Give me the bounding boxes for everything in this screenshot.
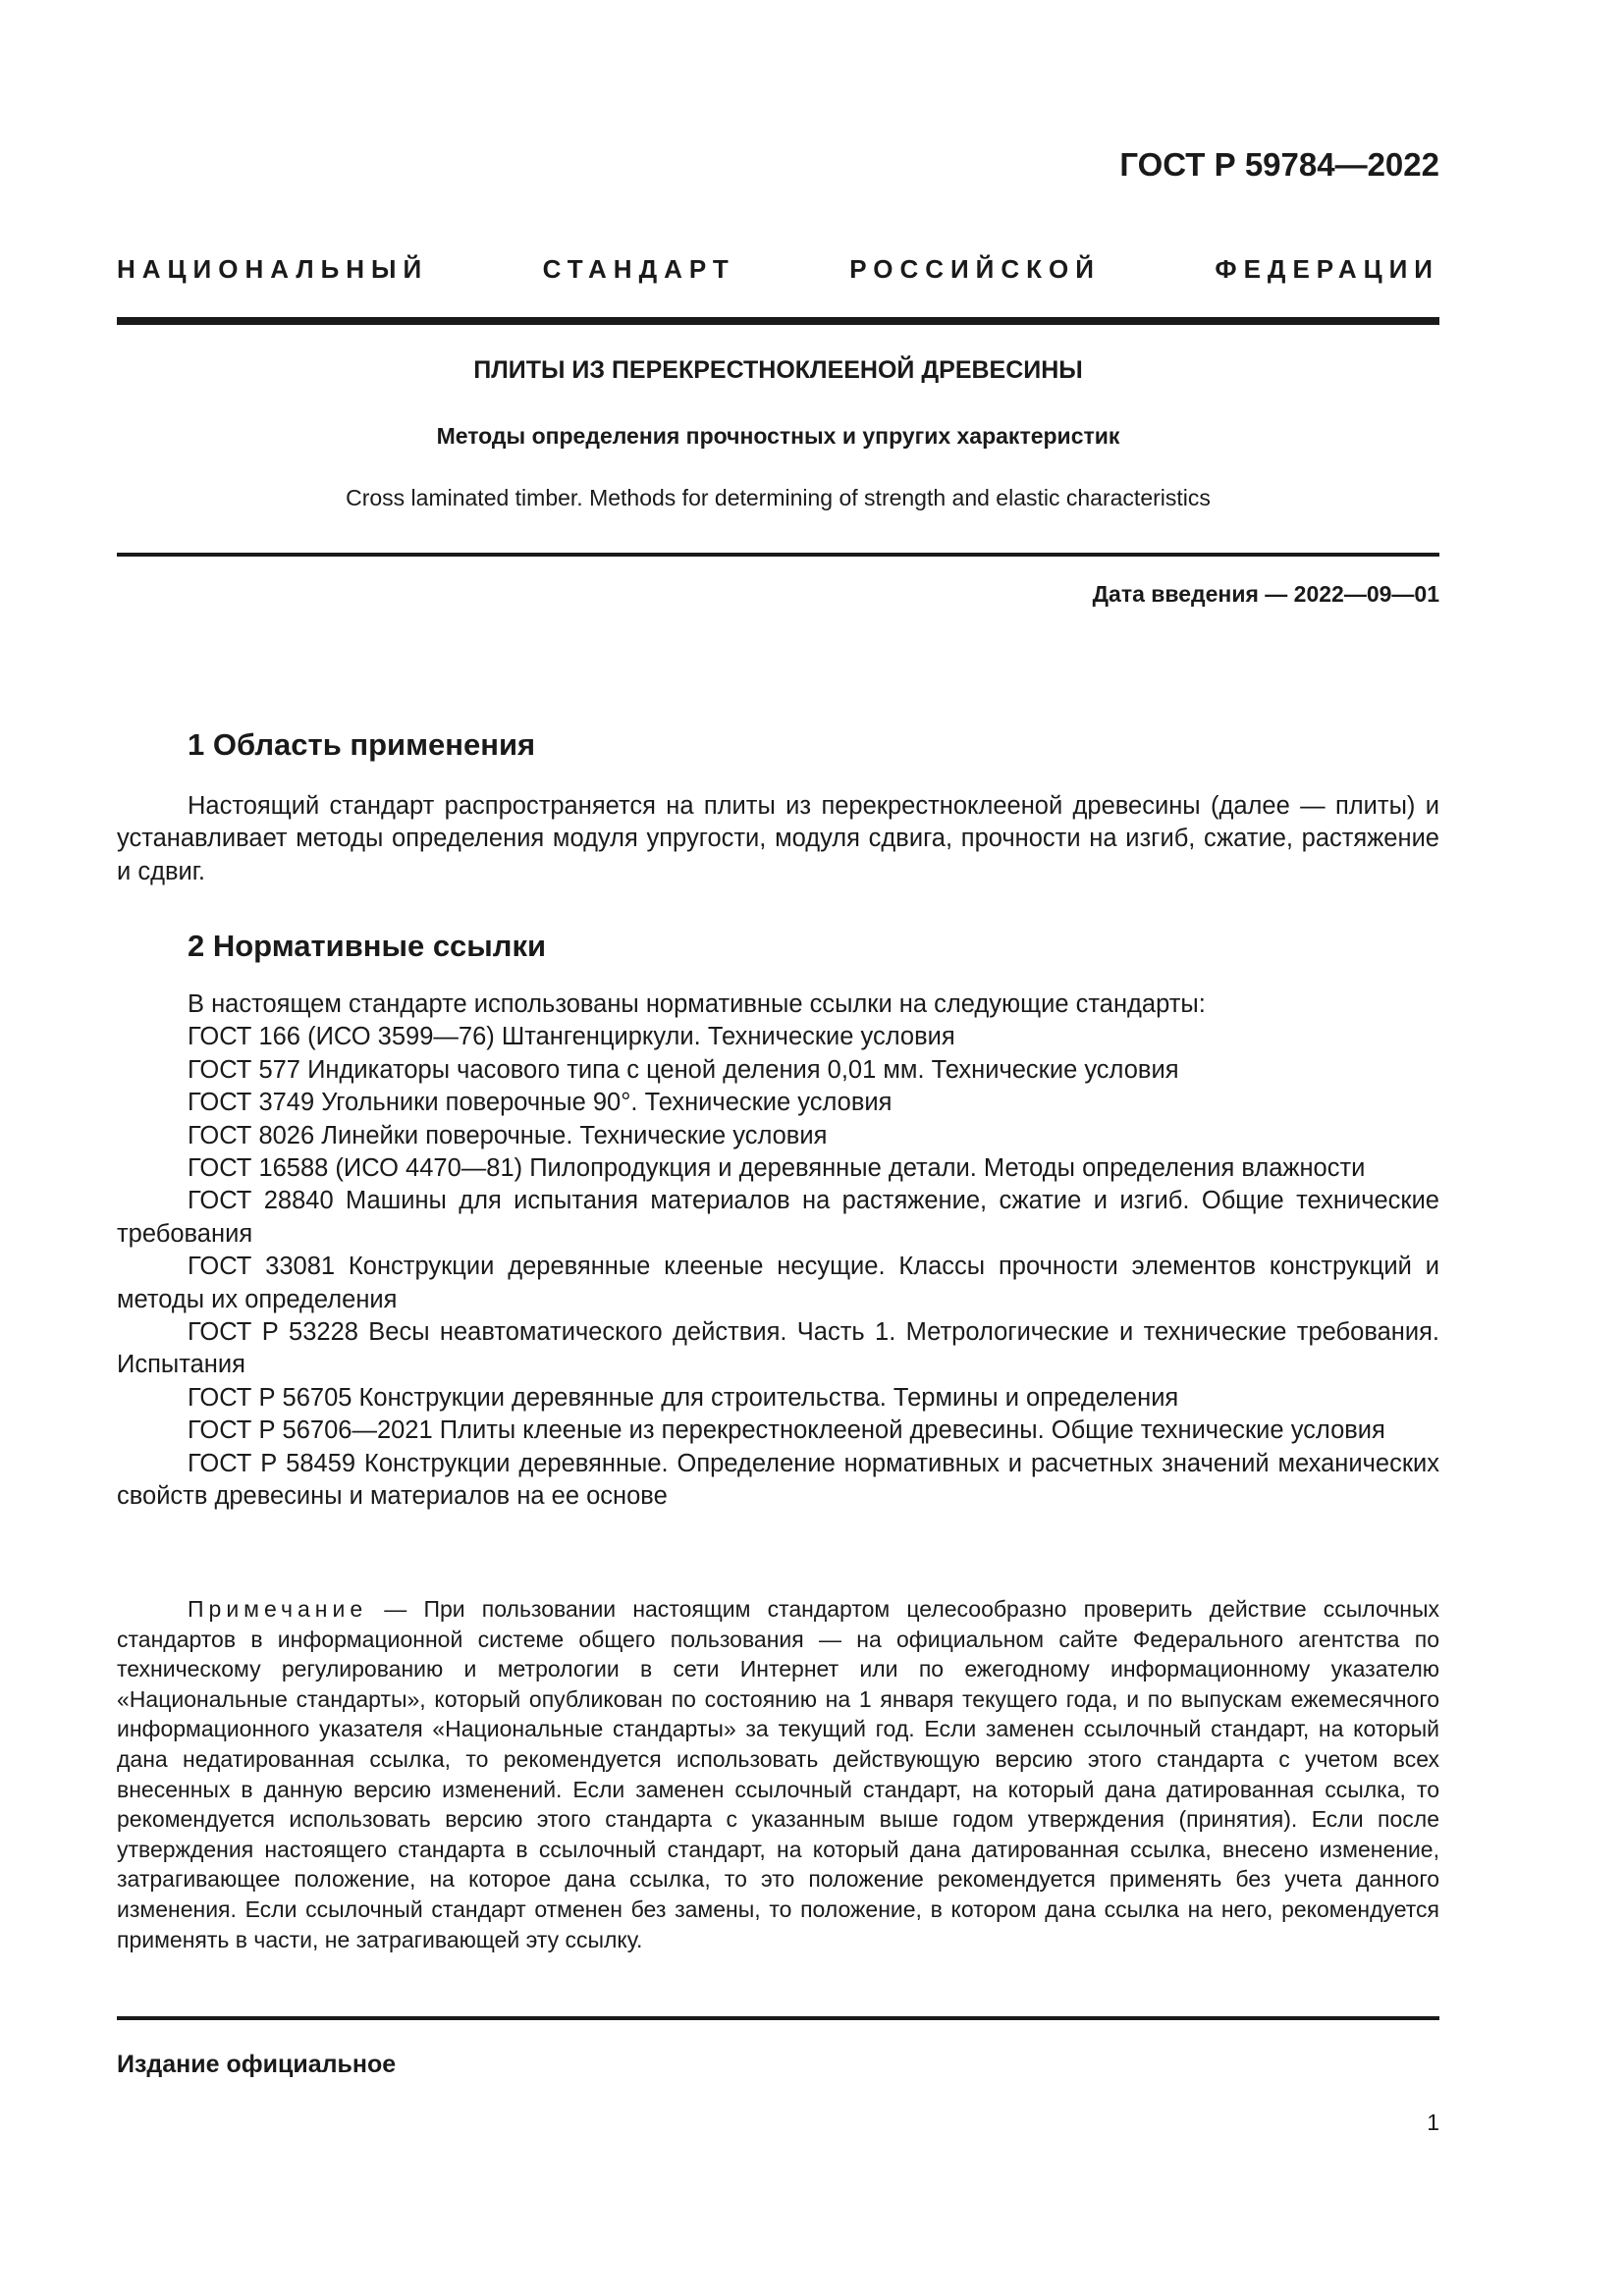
reference-item: ГОСТ 16588 (ИСО 4470—81) Пилопродукция и деревянные детали. Методы определения влажности: [188, 1154, 1366, 1183]
introduction-date: Дата введения — 2022—09—01: [1092, 581, 1439, 607]
section-2-heading: 2 Нормативные ссылки: [188, 929, 547, 963]
reference-item: ГОСТ 8026 Линейки поверочные. Технические условия: [188, 1121, 828, 1149]
note-label: Примечание: [188, 1596, 368, 1622]
page-number: 1: [1427, 2109, 1439, 2135]
header-rule: [117, 317, 1439, 325]
document-subtitle: Методы определения прочностных и упругих характеристик: [436, 423, 1120, 449]
reference-item: ГОСТ 28840 Машины для испытания материалов на растяжение, сжатие и изгиб. Общие технические требования: [117, 1187, 1439, 1248]
national-standard-heading: НАЦИОНАЛЬНЫЙ СТАНДАРТ РОССИЙСКОЙ ФЕДЕРАЦИИ: [117, 254, 1439, 284]
edition-label: Издание официальное: [117, 2051, 397, 2078]
reference-item: ГОСТ 33081 Конструкции деревянные клееные несущие. Классы прочности элементов конструкций и методы их определения: [117, 1253, 1439, 1313]
section-1-text: Настоящий стандарт распространяется на плиты из перекрестноклееной древесины (далее — плиты) и устанавливает методы определения модуля упругости, модуля сдвига, прочности на изгиб, сжатие, растяжение и сдвиг.: [117, 792, 1439, 885]
section-1-heading: 1 Область применения: [188, 727, 536, 762]
reference-item: ГОСТ 166 (ИСО 3599—76) Штангенциркули. Технические условия: [188, 1023, 955, 1051]
references-list: [117, 988, 1439, 1514]
reference-item: ГОСТ 577 Индикаторы часового типа с ценой деления 0,01 мм. Технические условия: [188, 1055, 1179, 1084]
document-page: [117, 0, 1439, 2296]
reference-item: ГОСТ Р 58459 Конструкции деревянные. Определение нормативных и расчетных значений механических свойств древесины и материалов на ее основе: [117, 1449, 1439, 1511]
note-text: — При пользовании настоящим стандартом целесообразно проверить действие ссылочных стандартов в информационной системе общего пользования — на официальном сайте Федерального агентства по техническому регулированию и метрологии в сети Интернет или по ежегодному информационному указателю «Национальные стандарты», который опубликован по состоянию на 1 января текущего года, и по выпускам ежемесячного информационного указателя «Национальные стандарты» за текущий год. Если заменен ссылочный стандарт, на который дана недатированная ссылка, то рекомендуется использовать действующую версию этого стандарта с учетом всех внесенных в данную версию изменений. Если заменен ссылочный стандарт, на который дана датированная ссылка, то рекомендуется использовать версию этого стандарта с указанным выше годом утверждения (принятия). Если после утверждения настоящего стандарта в ссылочный стандарт, на который дана датированная ссылка, внесено изменение, затрагивающее положение, на которое дана ссылка, то это положение рекомендуется применять без учета данного изменения. Если ссылочный стандарт отменен без замены, то положение, в котором дана ссылка на него, рекомендуется применять в части, не затрагивающей эту ссылку.: [117, 1596, 1439, 1952]
reference-item: ГОСТ Р 56706—2021 Плиты клееные из перекрестноклееной древесины. Общие технические условия: [188, 1416, 1385, 1445]
document-title: ПЛИТЫ ИЗ ПЕРЕКРЕСТНОКЛЕЕНОЙ ДРЕВЕСИНЫ: [473, 356, 1083, 384]
reference-item: ГОСТ Р 53228 Весы неавтоматического действия. Часть 1. Метрологические и технические требования. Испытания: [117, 1318, 1439, 1379]
english-title: Cross laminated timber. Methods for determining of strength and elastic characteristics: [346, 485, 1211, 510]
reference-item: ГОСТ Р 56705 Конструкции деревянные для строительства. Термины и определения: [188, 1383, 1179, 1412]
document-code: ГОСТ Р 59784—2022: [1119, 146, 1439, 183]
references-note: [117, 1594, 1439, 1954]
reference-item: ГОСТ 3749 Угольники поверочные 90°. Технические условия: [188, 1089, 893, 1117]
footer-rule: [117, 2016, 1439, 2020]
references-intro: В настоящем стандарте использованы нормативные ссылки на следующие стандарты:: [188, 990, 1206, 1018]
title-rule: [117, 553, 1439, 557]
